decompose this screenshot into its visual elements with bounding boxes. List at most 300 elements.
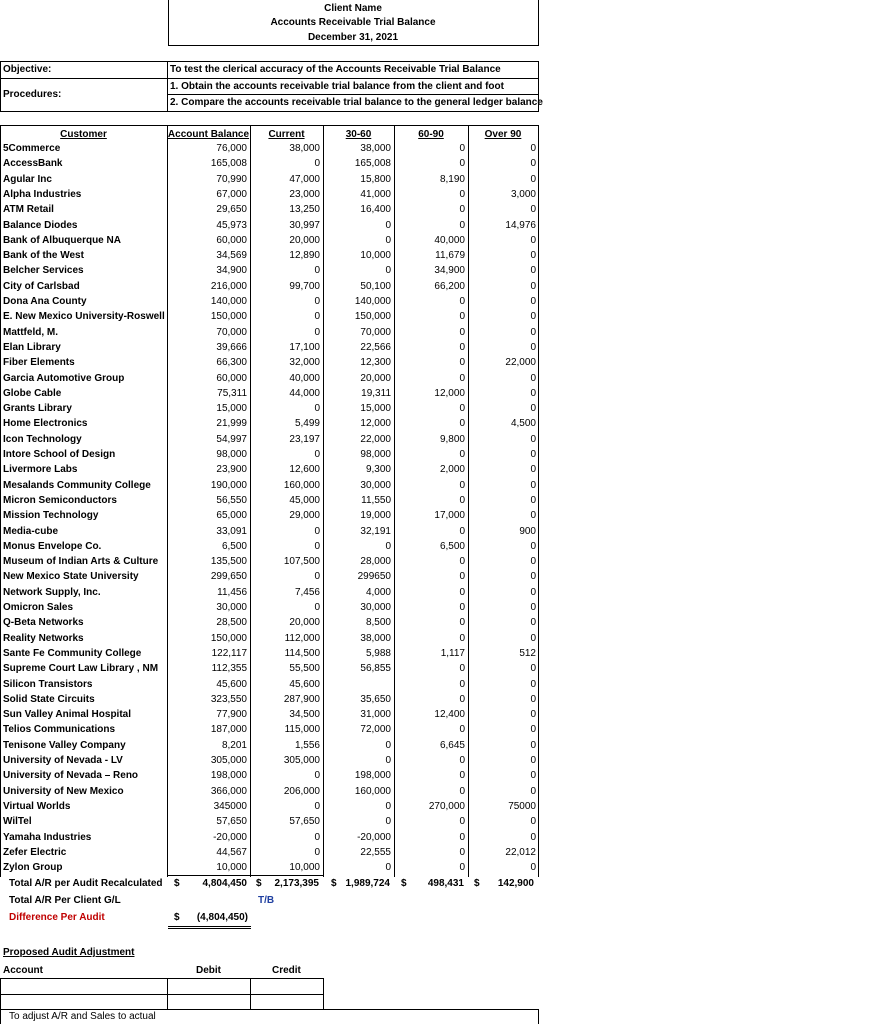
adjustment-debit-label: Debit	[196, 965, 221, 976]
adjustment-note: To adjust A/R and Sales to actual	[9, 1011, 156, 1022]
adjustment-debit-cell[interactable]	[168, 979, 250, 994]
table-row	[0, 141, 540, 156]
current: 114,500	[284, 647, 320, 659]
customer-name: Balance Diodes	[3, 219, 78, 231]
days-60-90: 0	[459, 846, 465, 858]
days-30-60: 22,000	[360, 433, 391, 445]
account-balance: 345000	[213, 800, 247, 812]
over-90: 0	[530, 143, 536, 154]
table-row	[0, 187, 540, 202]
current: 112,000	[284, 632, 320, 644]
days-30-60: 30,000	[360, 602, 391, 613]
current: 160,000	[283, 479, 320, 491]
over-90: 0	[530, 540, 536, 552]
dollar-sign: $	[401, 878, 407, 889]
over-90: 14,976	[505, 219, 536, 231]
current: 10,000	[289, 862, 320, 874]
days-30-60: 8,500	[365, 617, 391, 629]
table-row	[0, 172, 540, 187]
days-30-60: 22,566	[360, 341, 391, 353]
days-30-60: 165,008	[354, 158, 391, 170]
table-row	[0, 508, 540, 523]
total-60-90: 498,431	[427, 878, 464, 889]
days-30-60: 35,650	[360, 693, 391, 705]
account-balance: 98,000	[216, 449, 247, 460]
current: 0	[314, 770, 320, 782]
customer-name: Elan Library	[3, 341, 61, 353]
days-60-90: 34,900	[434, 265, 465, 277]
table-row	[0, 539, 540, 554]
account-balance: 66,300	[216, 357, 247, 369]
current: 0	[314, 326, 320, 338]
current: 20,000	[289, 234, 320, 246]
days-30-60: -20,000	[357, 831, 391, 843]
table-row	[0, 294, 540, 309]
days-60-90: 0	[459, 678, 465, 690]
account-balance: 77,900	[216, 709, 247, 721]
col-customer: Customer	[60, 129, 107, 140]
over-90: 0	[530, 387, 536, 399]
days-60-90: 0	[459, 831, 465, 843]
over-90: 0	[530, 632, 536, 644]
over-90: 0	[530, 250, 536, 262]
table-row	[0, 493, 540, 508]
days-30-60: 299650	[357, 571, 391, 583]
current: 44,000	[289, 387, 320, 399]
customer-name: Home Electronics	[3, 418, 88, 430]
current: 40,000	[289, 372, 320, 384]
days-60-90: 17,000	[434, 510, 465, 522]
account-balance: 39,666	[216, 341, 247, 353]
current: 20,000	[289, 617, 320, 629]
customer-name: 5Commerce	[3, 143, 61, 154]
days-60-90: 1,117	[440, 647, 465, 659]
table-row	[0, 615, 540, 630]
current: 206,000	[283, 785, 320, 797]
over-90: 0	[530, 341, 536, 353]
days-60-90: 0	[459, 770, 465, 782]
account-balance: 45,973	[216, 219, 247, 231]
days-60-90: 0	[459, 724, 465, 736]
current: 0	[314, 846, 320, 858]
current: 0	[314, 540, 320, 552]
days-30-60: 0	[385, 816, 391, 828]
days-30-60: 160,000	[354, 785, 391, 797]
current: 30,997	[289, 219, 320, 231]
days-30-60: 20,000	[360, 372, 391, 384]
days-30-60: 10,000	[360, 250, 391, 262]
over-90: 0	[530, 464, 536, 476]
current: 5,499	[294, 418, 320, 430]
days-60-90: 9,800	[439, 433, 465, 445]
current: 45,600	[289, 678, 320, 690]
customer-name: ATM Retail	[3, 204, 54, 216]
total-30-60: 1,989,724	[345, 878, 390, 889]
customer-name: Monus Envelope Co.	[3, 540, 102, 552]
days-30-60: 70,000	[360, 326, 391, 338]
account-balance: 165,008	[210, 158, 247, 170]
over-90: 0	[530, 663, 536, 675]
table-row	[0, 218, 540, 233]
account-balance: 122,117	[211, 647, 247, 659]
table-row	[0, 156, 540, 171]
account-balance: 57,650	[216, 816, 247, 828]
customer-name: Silicon Transistors	[3, 678, 93, 690]
adjustment-credit-label: Credit	[272, 965, 301, 976]
account-balance: 33,091	[216, 525, 247, 537]
account-balance: 150,000	[210, 632, 247, 644]
table-row	[0, 524, 540, 539]
over-90: 0	[530, 724, 536, 736]
tb-tickmark: T/B	[258, 895, 275, 906]
dollar-sign: $	[474, 878, 480, 889]
table-row	[0, 585, 540, 600]
over-90: 0	[530, 586, 536, 598]
current: 0	[314, 800, 320, 812]
over-90: 900	[519, 525, 536, 537]
procedure-1: 1. Obtain the accounts receivable trial balance from the client and foot	[170, 81, 504, 92]
customer-name: Mattfeld, M.	[3, 326, 58, 338]
days-60-90: 270,000	[428, 800, 465, 812]
adjustment-account-label: Account	[3, 965, 43, 976]
account-balance: 75,311	[217, 387, 247, 399]
col-30-60: 30-60	[345, 129, 372, 140]
table-row	[0, 386, 540, 401]
over-90: 22,000	[505, 357, 536, 369]
days-60-90: 0	[459, 755, 465, 766]
days-30-60: 4,000	[365, 586, 391, 598]
adjustment-account-cell[interactable]	[1, 979, 167, 994]
table-row	[0, 401, 540, 416]
over-90: 0	[530, 739, 536, 751]
table-row	[0, 371, 540, 386]
customer-name: University of Nevada - LV	[3, 755, 123, 766]
days-60-90: 0	[459, 785, 465, 797]
over-90: 0	[530, 403, 536, 415]
dollar-sign: $	[256, 878, 262, 889]
current: 0	[314, 449, 320, 460]
account-balance: 366,000	[210, 785, 247, 797]
report-date: December 31, 2021	[307, 32, 399, 43]
table-row	[0, 600, 540, 615]
dollar-sign: $	[174, 912, 180, 923]
customer-name: Network Supply, Inc.	[3, 586, 101, 598]
table-row	[0, 355, 540, 370]
days-30-60: 38,000	[360, 143, 391, 154]
account-balance: 11,456	[217, 586, 247, 598]
over-90: 0	[530, 433, 536, 445]
days-60-90: 0	[459, 341, 465, 353]
customer-name: Yamaha Industries	[3, 831, 92, 843]
days-60-90: 0	[459, 372, 465, 384]
current: 7,456	[294, 586, 320, 598]
table-row	[0, 753, 540, 768]
days-60-90: 0	[459, 296, 465, 307]
current: 0	[314, 296, 320, 307]
account-balance: 76,000	[216, 143, 247, 154]
days-30-60: 12,000	[360, 418, 391, 430]
report-title: Accounts Receivable Trial Balance	[270, 17, 436, 28]
over-90: 0	[530, 709, 536, 721]
days-30-60: 38,000	[360, 632, 391, 644]
table-row	[0, 447, 540, 462]
account-balance: 29,650	[216, 204, 247, 216]
customer-name: Reality Networks	[3, 632, 84, 644]
current: 115,000	[284, 724, 320, 736]
objective-label: Objective:	[3, 64, 52, 75]
days-60-90: 0	[459, 158, 465, 170]
account-balance: 30,000	[216, 602, 247, 613]
account-balance: 135,500	[210, 556, 247, 568]
days-60-90: 0	[459, 449, 465, 460]
customer-name: Alpha Industries	[3, 188, 82, 200]
days-30-60: 50,100	[360, 280, 391, 292]
customer-name: Icon Technology	[3, 433, 82, 445]
days-30-60: 32,191	[360, 525, 391, 537]
days-30-60: 0	[385, 234, 391, 246]
current: 0	[314, 602, 320, 613]
difference-label: Difference Per Audit	[9, 912, 105, 923]
customer-name: Globe Cable	[3, 387, 62, 399]
account-balance: 60,000	[216, 372, 247, 384]
current: 107,500	[283, 556, 320, 568]
days-60-90: 0	[459, 586, 465, 598]
current: 38,000	[289, 143, 320, 154]
days-30-60: 72,000	[360, 724, 391, 736]
table-row	[0, 233, 540, 248]
customer-name: Fiber Elements	[3, 357, 75, 369]
days-60-90: 0	[459, 479, 465, 491]
account-balance: 150,000	[210, 311, 247, 323]
days-30-60: 0	[385, 800, 391, 812]
customer-name: Tenisone Valley Company	[3, 739, 126, 751]
account-balance: 60,000	[216, 234, 247, 246]
current: 305,000	[283, 755, 320, 766]
customer-name: Micron Semiconductors	[3, 494, 117, 506]
customer-name: WilTel	[3, 816, 32, 828]
current: 17,100	[289, 341, 320, 353]
over-90: 4,500	[510, 418, 536, 430]
table-row	[0, 707, 540, 722]
table-row	[0, 432, 540, 447]
difference-value: (4,804,450)	[196, 912, 248, 923]
account-balance: 10,000	[216, 862, 247, 874]
customer-name: Intore School of Design	[3, 449, 116, 460]
customer-name: Q-Beta Networks	[3, 617, 84, 629]
days-30-60: 22,555	[360, 846, 391, 858]
over-90: 0	[530, 816, 536, 828]
days-30-60: 31,000	[360, 709, 391, 721]
days-30-60: 150,000	[354, 311, 391, 323]
customer-name: City of Carlsbad	[3, 280, 80, 292]
current: 29,000	[289, 510, 320, 522]
over-90: 0	[530, 862, 536, 874]
table-row	[0, 631, 540, 646]
account-balance: 67,000	[216, 188, 247, 200]
total-gl-label: Total A/R Per Client G/L	[9, 895, 121, 906]
days-60-90: 12,400	[434, 709, 465, 721]
customer-name: Telios Communications	[3, 724, 116, 736]
days-60-90: 0	[459, 632, 465, 644]
col-over-90: Over 90	[484, 129, 522, 140]
account-balance: 15,000	[216, 403, 247, 415]
days-30-60: 19,311	[361, 387, 391, 399]
over-90: 0	[530, 449, 536, 460]
current: 0	[314, 831, 320, 843]
account-balance: 45,600	[216, 678, 247, 690]
days-30-60: 19,000	[360, 510, 391, 522]
over-90: 512	[519, 647, 536, 659]
customer-name: E. New Mexico University-Roswell	[3, 311, 165, 323]
account-balance: 323,550	[210, 693, 247, 705]
account-balance: 6,500	[221, 540, 247, 552]
account-balance: 56,550	[216, 494, 247, 506]
days-30-60: 9,300	[365, 464, 391, 476]
account-balance: 65,000	[216, 510, 247, 522]
days-60-90: 0	[459, 326, 465, 338]
table-row	[0, 830, 540, 845]
customer-name: Agular Inc	[3, 173, 52, 185]
current: 0	[314, 311, 320, 323]
account-balance: -20,000	[213, 831, 247, 843]
account-balance: 305,000	[210, 755, 247, 766]
days-30-60: 16,400	[360, 204, 391, 216]
customer-name: Sante Fe Community College	[3, 647, 142, 659]
customer-name: Mesalands Community College	[3, 479, 151, 491]
days-60-90: 0	[459, 556, 465, 568]
days-30-60: 11,550	[361, 494, 391, 506]
table-row	[0, 646, 540, 661]
total-recalc-label: Total A/R per Audit Recalculated	[9, 878, 163, 889]
current: 12,600	[289, 464, 320, 476]
days-60-90: 0	[459, 403, 465, 415]
over-90: 0	[530, 831, 536, 843]
customer-name: Omicron Sales	[3, 602, 74, 613]
over-90: 0	[530, 755, 536, 766]
days-30-60: 198,000	[354, 770, 391, 782]
days-60-90: 0	[459, 204, 465, 216]
customer-name: Media-cube	[3, 525, 59, 537]
customer-name: Bank of Albuquerque NA	[3, 234, 121, 246]
days-60-90: 0	[459, 663, 465, 675]
over-90: 0	[530, 280, 536, 292]
over-90: 0	[530, 173, 536, 185]
customer-name: Virtual Worlds	[3, 800, 71, 812]
days-60-90: 0	[459, 525, 465, 537]
customer-name: Zylon Group	[3, 862, 63, 874]
table-row	[0, 860, 540, 875]
days-30-60: 0	[385, 755, 391, 766]
over-90: 0	[530, 265, 536, 277]
over-90: 0	[530, 479, 536, 491]
current: 12,890	[289, 250, 320, 262]
days-60-90: 0	[459, 188, 465, 200]
customer-name: Belcher Services	[3, 265, 84, 277]
account-balance: 70,000	[216, 326, 247, 338]
customer-name: Mission Technology	[3, 510, 99, 522]
dollar-sign: $	[331, 878, 337, 889]
account-balance: 34,900	[216, 265, 247, 277]
table-row	[0, 554, 540, 569]
table-row	[0, 784, 540, 799]
days-60-90: 0	[459, 602, 465, 613]
days-60-90: 0	[459, 617, 465, 629]
days-30-60: 0	[385, 265, 391, 277]
table-row	[0, 462, 540, 477]
current: 45,000	[289, 494, 320, 506]
days-60-90: 0	[459, 816, 465, 828]
days-30-60: 98,000	[360, 449, 391, 460]
customer-name: Garcia Automotive Group	[3, 372, 125, 384]
over-90: 3,000	[510, 188, 536, 200]
customer-name: University of Nevada – Reno	[3, 770, 139, 782]
over-90: 0	[530, 204, 536, 216]
days-60-90: 66,200	[434, 280, 465, 292]
table-row	[0, 677, 540, 692]
customer-name: Sun Valley Animal Hospital	[3, 709, 131, 721]
table-row	[0, 325, 540, 340]
days-60-90: 8,190	[439, 173, 465, 185]
over-90: 0	[530, 326, 536, 338]
current: 99,700	[289, 280, 320, 292]
trial-balance-rows	[0, 141, 540, 876]
days-30-60: 30,000	[360, 479, 391, 491]
current: 0	[314, 525, 320, 537]
current: 0	[314, 158, 320, 170]
current: 34,500	[289, 709, 320, 721]
current: 23,197	[289, 433, 320, 445]
days-60-90: 0	[459, 693, 465, 705]
days-30-60: 0	[385, 739, 391, 751]
days-60-90: 0	[459, 571, 465, 583]
current: 32,000	[289, 357, 320, 369]
col-current: Current	[268, 129, 305, 140]
days-30-60: 28,000	[360, 556, 391, 568]
account-balance: 28,500	[216, 617, 247, 629]
dollar-sign: $	[174, 878, 180, 889]
current: 287,900	[283, 693, 320, 705]
total-over-90: 142,900	[497, 878, 534, 889]
account-balance: 140,000	[210, 296, 247, 307]
over-90: 0	[530, 296, 536, 307]
account-balance: 44,567	[216, 846, 247, 858]
over-90: 0	[530, 234, 536, 246]
account-balance: 112,355	[211, 663, 247, 675]
customer-name: Zefer Electric	[3, 846, 67, 858]
current: 47,000	[289, 173, 320, 185]
procedure-2: 2. Compare the accounts receivable trial balance to the general ledger balance	[170, 97, 543, 108]
account-balance: 54,997	[216, 433, 247, 445]
adjustment-credit-cell[interactable]	[251, 979, 323, 994]
table-row	[0, 202, 540, 217]
days-60-90: 0	[459, 143, 465, 154]
days-60-90: 0	[459, 219, 465, 231]
total-balance: 4,804,450	[202, 878, 247, 889]
table-row	[0, 738, 540, 753]
customer-name: Supreme Court Law Library , NM	[3, 663, 159, 675]
customer-name: Dona Ana County	[3, 296, 87, 307]
days-30-60: 15,000	[360, 403, 391, 415]
table-row	[0, 845, 540, 860]
table-row	[0, 569, 540, 584]
current: 57,650	[289, 816, 320, 828]
days-30-60: 5,988	[365, 647, 391, 659]
days-60-90: 40,000	[434, 234, 465, 246]
current: 0	[314, 571, 320, 583]
current: 55,500	[289, 663, 320, 675]
customer-name: AccessBank	[3, 158, 63, 170]
table-row	[0, 248, 540, 263]
